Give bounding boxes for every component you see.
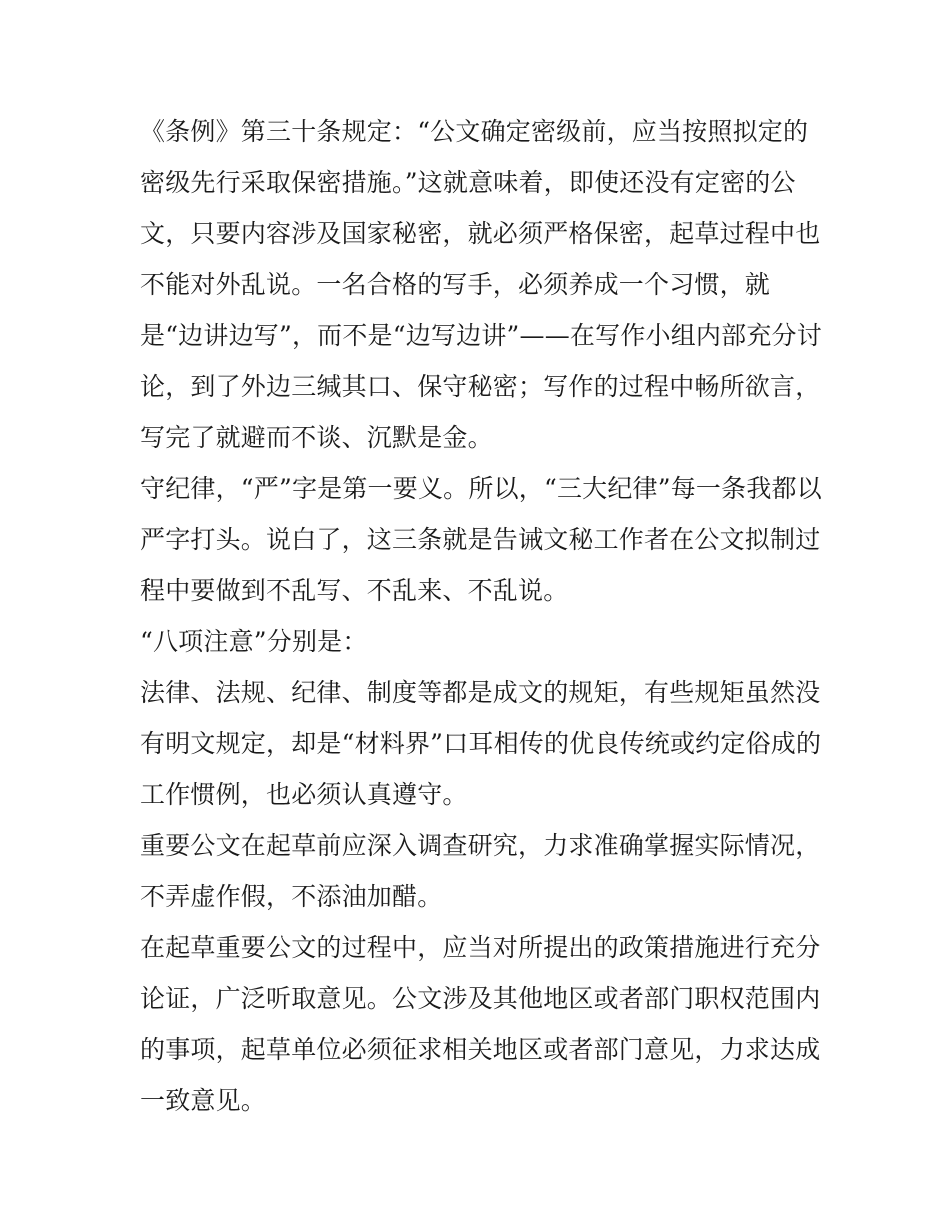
text-line: 工作惯例，也必须认真遵守。 — [140, 780, 468, 809]
paragraph-consultation — [140, 922, 820, 1126]
text-line: 法律、法规、纪律、制度等都是成文的规矩，有些规矩虽然没 — [140, 678, 821, 707]
text-line: 有明文规定，却是“材料界”口耳相传的优良传统或约定俗成的 — [140, 729, 822, 758]
text-line: 是“边讲边写”，而不是“边写边讲”——在写作小组内部充分讨 — [140, 321, 822, 350]
paragraph-discipline — [140, 463, 820, 616]
text-line: 论证，广泛听取意见。公文涉及其他地区或者部门职权范围内 — [140, 984, 821, 1013]
text-line: 写完了就避而不谈、沉默是金。 — [140, 423, 493, 452]
paragraph-rules — [140, 667, 820, 820]
paragraph-investigation — [140, 820, 820, 922]
text-line: 《条例》第三十条规定：“公文确定密级前，应当按照拟定的 — [140, 117, 809, 146]
text-line: 不弄虚作假，不添油加醋。 — [140, 882, 443, 911]
text-line: 在起草重要公文的过程中，应当对所提出的政策措施进行充分 — [140, 933, 821, 962]
text-line: 文，只要内容涉及国家秘密，就必须严格保密，起草过程中也 — [140, 219, 821, 248]
text-line: 不能对外乱说。一名合格的写手，必须养成一个习惯，就 — [140, 270, 771, 299]
text-line: 密级先行采取保密措施。”这就意味着，即使还没有定密的公 — [140, 168, 796, 197]
text-line: 严字打头。说白了，这三条就是告诫文秘工作者在公文拟制过 — [140, 525, 821, 554]
document-body — [140, 106, 820, 1126]
paragraph-regulation-article-30 — [140, 106, 820, 463]
text-line: “八项注意”分别是： — [140, 627, 368, 656]
text-line: 程中要做到不乱写、不乱来、不乱说。 — [140, 576, 569, 605]
text-line: 论，到了外边三缄其口、保守秘密；写作的过程中畅所欲言， — [140, 372, 821, 401]
text-line: 一致意见。 — [140, 1086, 267, 1115]
text-line: 重要公文在起草前应深入调查研究，力求准确掌握实际情况， — [140, 831, 821, 860]
paragraph-eight-points-heading — [140, 616, 820, 667]
text-line: 的事项，起草单位必须征求相关地区或者部门意见，力求达成 — [140, 1035, 821, 1064]
text-line: 守纪律，“严”字是第一要义。所以，“三大纪律”每一条我都以 — [140, 474, 822, 503]
